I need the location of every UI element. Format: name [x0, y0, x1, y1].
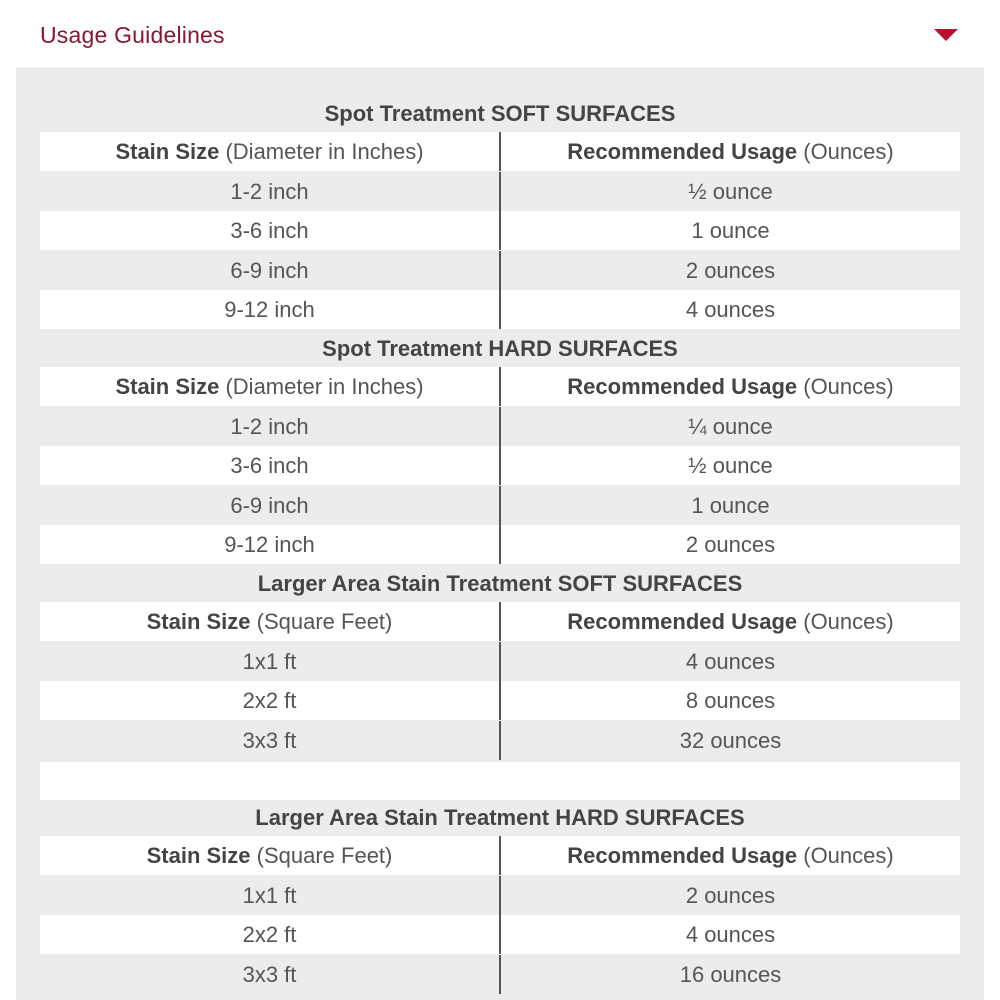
usage-cell: ¼ ounce: [688, 413, 773, 439]
column-header-stain-size: [40, 602, 501, 641]
usage-cell: 2 ounces: [685, 257, 776, 283]
column-header-unit: (Square Feet): [250, 843, 393, 868]
column-header-label: Recommended Usage: [567, 609, 798, 634]
usage-cell: ½ ounce: [688, 178, 773, 204]
table-row: [40, 407, 960, 446]
usage-cell: 2 ounces: [685, 532, 776, 557]
usage-cell: 1 ounce: [691, 492, 770, 518]
usage-cell: 4 ounces: [685, 297, 776, 322]
table-row: [40, 525, 960, 564]
usage-cell: 4 ounces: [685, 648, 776, 674]
stain-size-cell: 3-6 inch: [40, 211, 501, 250]
column-header-recommended-usage: [501, 836, 960, 875]
column-header-unit: (Ounces): [797, 843, 894, 868]
usage-cell: 1 ounce: [691, 218, 770, 243]
column-header-label: Stain Size: [115, 374, 220, 399]
spacer-row: [40, 762, 960, 800]
column-header-recommended-usage: [501, 602, 960, 641]
table-row: [40, 486, 960, 525]
column-header-unit: (Ounces): [797, 609, 894, 634]
section-title: Spot Treatment HARD SURFACES: [322, 336, 678, 361]
section-title: Larger Area Stain Treatment SOFT SURFACES: [257, 571, 743, 596]
section-title: Spot Treatment SOFT SURFACES: [324, 101, 676, 126]
table-row: [40, 721, 960, 760]
column-header-label: Stain Size: [146, 609, 251, 634]
table-row: [40, 211, 960, 250]
table-row: [40, 446, 960, 485]
usage-cell: 32 ounces: [679, 727, 782, 753]
usage-cell: 8 ounces: [685, 688, 776, 713]
table-row: [40, 915, 960, 954]
stain-size-cell: 2x2 ft: [40, 681, 501, 720]
column-header-stain-size: [40, 836, 501, 875]
column-header-label: Stain Size: [115, 139, 220, 164]
usage-cell: 2 ounces: [685, 882, 776, 908]
stain-size-cell: 9-12 inch: [40, 525, 501, 564]
column-header-unit: (Square Feet): [250, 609, 393, 634]
usage-cell: ½ ounce: [688, 453, 773, 478]
stain-size-cell: 3x3 ft: [40, 955, 501, 994]
table-row: [40, 642, 960, 681]
table-row: [40, 876, 960, 915]
accordion-body: [16, 69, 984, 1000]
table-row: [40, 172, 960, 211]
table-row: [40, 251, 960, 290]
section-title: Larger Area Stain Treatment HARD SURFACES: [255, 805, 745, 830]
column-header-unit: (Ounces): [797, 374, 894, 399]
table-row: [40, 290, 960, 329]
table-header-row: [40, 602, 960, 641]
accordion-header[interactable]: [16, 0, 984, 69]
table-row: [40, 955, 960, 994]
stain-size-cell: 1-2 inch: [40, 172, 501, 211]
column-header-unit: (Diameter in Inches): [219, 374, 424, 399]
column-header-label: Recommended Usage: [567, 843, 798, 868]
caret-down-icon[interactable]: [934, 29, 958, 41]
column-header-recommended-usage: [501, 132, 960, 171]
table-header-row: [40, 132, 960, 171]
column-header-unit: (Ounces): [797, 139, 894, 164]
stain-size-cell: 6-9 inch: [40, 251, 501, 290]
stain-size-cell: 6-9 inch: [40, 486, 501, 525]
column-header-label: Recommended Usage: [567, 139, 798, 164]
column-header-label: Recommended Usage: [567, 374, 798, 399]
column-header-recommended-usage: [501, 367, 960, 406]
table-row: [40, 681, 960, 720]
usage-guidelines-panel: [16, 0, 984, 1000]
stain-size-cell: 1-2 inch: [40, 407, 501, 446]
usage-cell: 4 ounces: [685, 922, 776, 947]
stain-size-cell: 1x1 ft: [40, 642, 501, 681]
accordion-title: Usage Guidelines: [40, 22, 225, 48]
table-header-row: [40, 836, 960, 875]
table-header-row: [40, 367, 960, 406]
stain-size-cell: 2x2 ft: [40, 915, 501, 954]
stain-size-cell: 3-6 inch: [40, 446, 501, 485]
stain-size-cell: 9-12 inch: [40, 290, 501, 329]
usage-cell: 16 ounces: [679, 961, 782, 987]
column-header-stain-size: [40, 132, 501, 171]
column-header-label: Stain Size: [146, 843, 251, 868]
stain-size-cell: 3x3 ft: [40, 721, 501, 760]
stain-size-cell: 1x1 ft: [40, 876, 501, 915]
column-header-stain-size: [40, 367, 501, 406]
column-header-unit: (Diameter in Inches): [219, 139, 424, 164]
